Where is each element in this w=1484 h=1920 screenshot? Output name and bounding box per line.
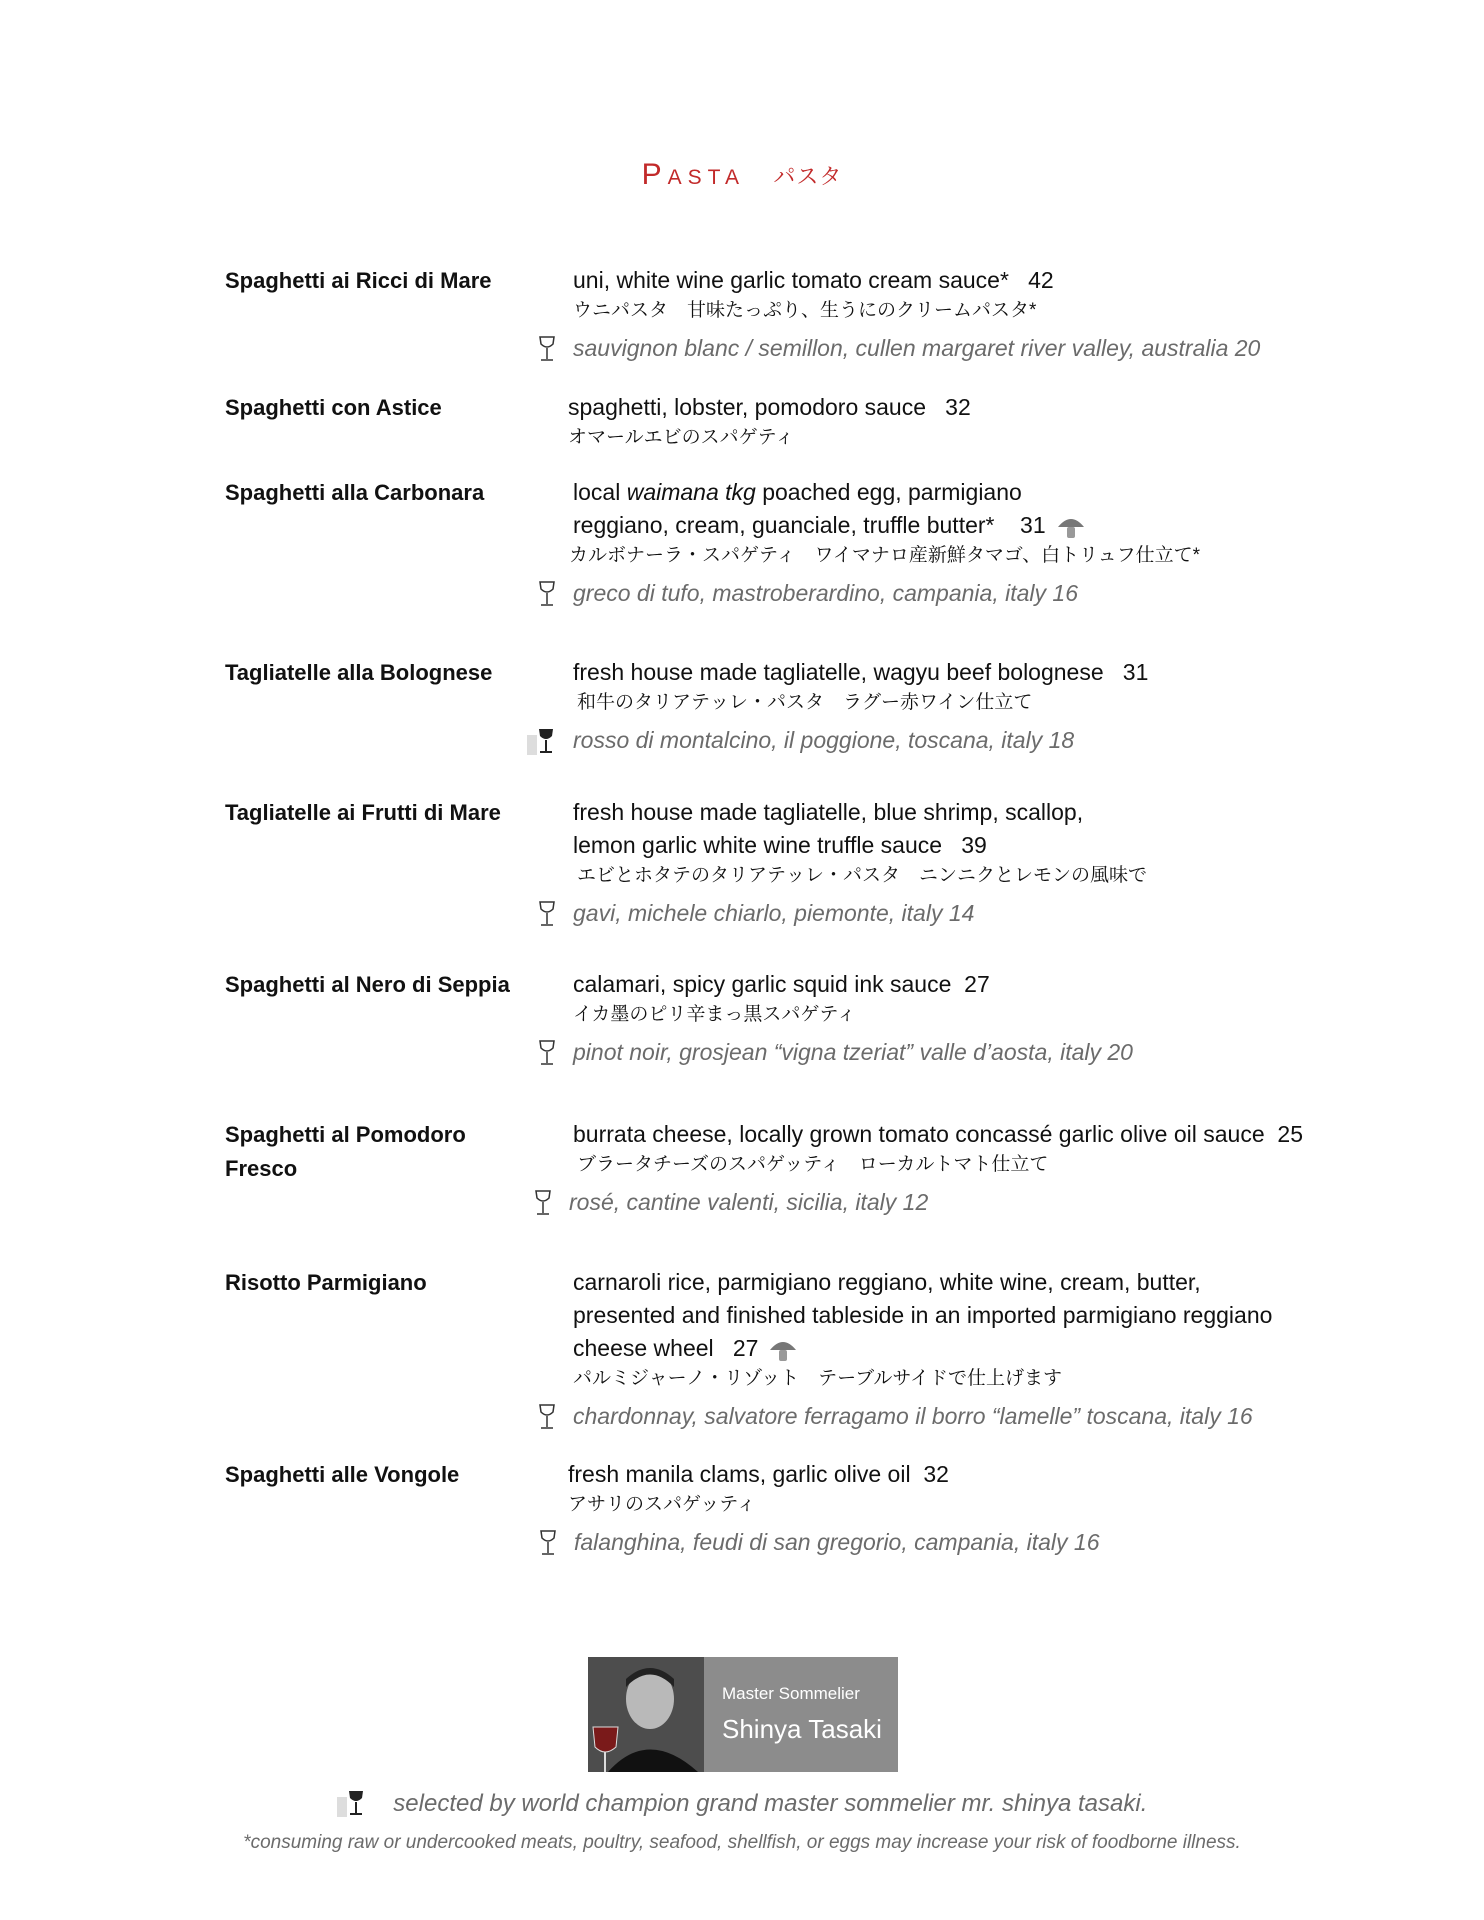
dish-description [573,1266,1403,1365]
dish-name: Risotto Parmigiano [225,1270,427,1295]
wine-glass-icon [537,335,557,363]
dish-japanese: エビとホタテのタリアテッレ・パスタ ニンニクとレモンの風味で [577,865,1148,886]
wine-text: gavi, michele chiarlo, piemonte, italy 14 [573,900,975,926]
desc-part: poached egg, parmigiano [755,479,1022,505]
wine-pairing [573,1399,1403,1433]
wine-glass-icon [538,1529,558,1557]
wine-text: falanghina, feudi di san gregorio, campania, italy 16 [574,1529,1100,1555]
dish-japanese: アサリのスパゲッティ [568,1494,756,1515]
wine-glass-icon [537,900,557,928]
wine-glass-icon [537,1403,557,1431]
dish-japanese: ブラータチーズのスパゲッティ ローカルトマト仕立て [577,1154,1049,1175]
wine-text: greco di tufo, mastroberardino, campania, italy 16 [573,580,1078,606]
sommelier-note [0,1783,1484,1818]
page-title [0,158,1484,192]
dish-name: Spaghetti ai Ricci di Mare [225,268,492,293]
wine-pairing [573,723,1403,757]
wine-text: rosso di montalcino, il poggione, toscana, italy 18 [573,727,1075,753]
health-disclaimer: *consuming raw or undercooked meats, poultry, seafood, shellfish, or eggs may increase your risk of foodborne illness. [243,1832,1241,1853]
mushroom-icon [768,1336,798,1364]
dish-description: fresh manila clams, garlic olive oil 32 [568,1461,949,1487]
dish-name: Tagliatelle ai Frutti di Mare [225,800,501,825]
dish-japanese: オマールエビのスパゲティ [568,427,795,448]
dish-name: Spaghetti al Nero di Seppia [225,972,510,997]
wine-glass-icon [537,1039,557,1067]
sommelier-card [588,1657,898,1772]
dish-name: Tagliatelle alla Bolognese [225,660,493,685]
wine-pairing [573,576,1403,610]
dish-japanese: ウニパスタ 甘味たっぷり、生うにのクリームパスタ* [573,300,1037,321]
dish-description: uni, white wine garlic tomato cream sauce* 42 [573,267,1054,293]
wine-text: sauvignon blanc / semillon, cullen margaret river valley, australia 20 [573,335,1261,361]
title-japanese: パスタ [773,164,843,189]
wine-text: pinot noir, grosjean “vigna tzeriat” valle d’aosta, italy 20 [573,1039,1133,1065]
title-main: Pasta [641,158,745,191]
dish-description: spaghetti, lobster, pomodoro sauce 32 [568,394,971,420]
wine-glass-icon [533,1189,553,1217]
wine-pairing [573,331,1403,365]
sommelier-note-text: selected by world champion grand master sommelier mr. shinya tasaki. [393,1790,1148,1817]
desc-part: carnaroli rice, parmigiano reggiano, white wine, cream, butter, presented and finished tableside in an imported parmigiano reggiano cheese wheel 27 [573,1269,1273,1361]
dish-japanese: 和牛のタリアテッレ・パスタ ラグー赤ワイン仕立て [577,692,1033,713]
desc-italic: waimana tkg [626,479,756,505]
dish-description [573,476,1403,509]
wine-pairing [569,1185,1403,1219]
dish-japanese: パルミジャーノ・リゾット テーブルサイドで仕上げます [573,1368,1063,1389]
dish-description: calamari, spicy garlic squid ink sauce 27 [573,971,990,997]
sommelier-photo [588,1657,704,1772]
mushroom-icon [1056,513,1086,541]
sommelier-portrait-icon [588,1657,704,1772]
dish-name: Spaghetti con Astice [225,395,442,420]
sommelier-wine-icon [337,1789,369,1817]
desc-part: reggiano, cream, guanciale, truffle butter* 31 [573,512,1046,538]
wine-text: chardonnay, salvatore ferragamo il borro “lamelle” toscana, italy 16 [573,1403,1253,1429]
dish-japanese: カルボナーラ・スパゲティ ワイマナロ産新鮮タマゴ、白トリュフ仕立て* [569,545,1200,566]
dish-description: fresh house made tagliatelle, wagyu beef bolognese 31 [573,659,1149,685]
dish-name: Spaghetti alla Carbonara [225,480,485,505]
dish-name: Spaghetti al Pomodoro Fresco [225,1122,466,1181]
dish-name: Spaghetti alle Vongole [225,1462,460,1487]
wine-pairing [573,1035,1403,1069]
desc-part: local [573,479,627,505]
wine-text: rosé, cantine valenti, sicilia, italy 12 [569,1189,929,1215]
dish-description-line2 [573,509,1403,542]
sommelier-name: Shinya Tasaki [722,1714,882,1744]
sommelier-role: Master Sommelier [722,1684,860,1703]
dish-japanese: イカ墨のピリ辛まっ黒スパゲティ [573,1004,856,1025]
sommelier-wine-icon [527,727,559,755]
dish-description: burrata cheese, locally grown tomato concassé garlic olive oil sauce 25 [573,1121,1303,1147]
wine-pairing [573,896,1403,930]
wine-pairing [574,1525,1398,1559]
dish-description: fresh house made tagliatelle, blue shrimp, scallop, lemon garlic white wine truffle sauce 39 [573,799,1084,858]
wine-glass-icon [537,580,557,608]
